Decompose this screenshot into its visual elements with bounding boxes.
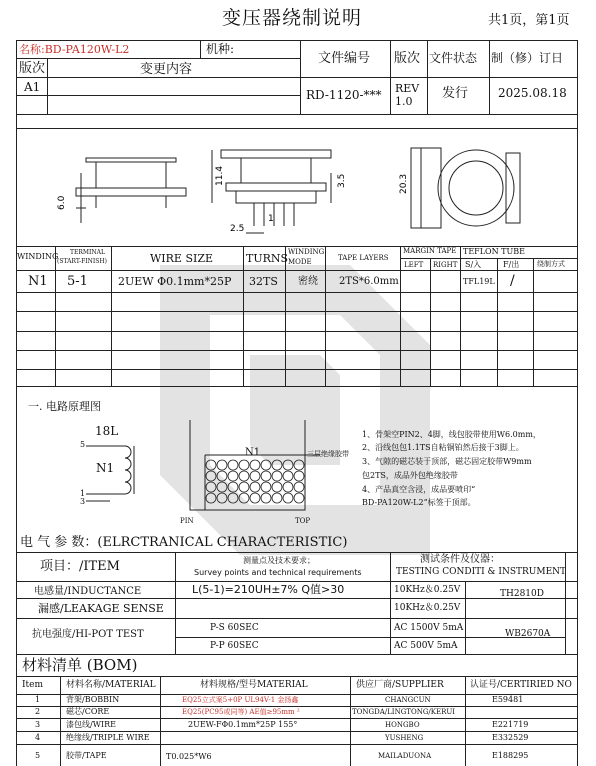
col-f-out: F/出	[503, 260, 520, 269]
bom-supplier-2: TONGDA/LINGTONG/KERUI	[352, 708, 456, 716]
machine-label: 机种:	[206, 42, 235, 56]
status-header: 文件状态	[429, 51, 478, 65]
bom-cert-3: E221719	[492, 720, 529, 729]
row-teflon-s: TFL19L	[463, 277, 495, 286]
insulation-label: 三层绝缘胶带	[307, 450, 349, 458]
elec-spec-0: L(5-1)=210UH±7% Q值>30	[192, 583, 345, 596]
bom-spec-1: EQ25立式案5+0P UL94V-1 金扬鑫	[182, 696, 299, 704]
elec-cond-1: 10KHz＆0.25V	[394, 603, 461, 613]
bom-item-3: 3	[35, 720, 41, 729]
col-teflon-tube: TEFLON TUBE	[463, 247, 525, 256]
note-1: 1、骨架空PIN2、4脚，线包胶带使用W6.0mm，	[362, 430, 541, 439]
bom-cert-5: E188295	[492, 751, 529, 760]
col-winding-mode-2: MODE	[288, 258, 312, 266]
bom-spec-2: EQ25(PC95或同等) AE值≥95mm ²	[182, 708, 300, 716]
status-value: 发行	[442, 86, 469, 101]
elec-points-header-en: Survey points and technical requirements	[194, 568, 362, 577]
bom-name-4: 绝缘线/TRIPLE WIRE	[66, 733, 150, 742]
bobbin-drawing	[16, 128, 578, 246]
schematic	[70, 420, 390, 535]
dim-2-5: 2.5	[230, 224, 245, 234]
bobbin-n1: N1	[245, 447, 261, 458]
elec-points-header: 测量点及技术要求；	[243, 556, 315, 565]
row-teflon-f: /	[510, 273, 515, 289]
dim-1: 1	[268, 214, 274, 224]
row-turns: 32TS	[249, 275, 278, 288]
elec-item-2: 抗电强度/HI-POT TEST	[32, 629, 144, 640]
elec-cond-0: 10KHz＆0.25V	[394, 585, 461, 595]
row-wire: 2UEW Φ0.1mm*25P	[118, 275, 232, 288]
col-method: 绕制方式	[537, 260, 565, 268]
elec-cond-3: AC 500V 5mA	[394, 641, 458, 651]
col-terminal: TERMINAL	[70, 249, 105, 256]
bom-name-3: 漆包线/WIRE	[66, 720, 116, 729]
note-3: 3、气隙的磁芯装于顶部，磁芯固定胶带W9mm	[362, 457, 532, 466]
col-tape-layers: TAPE LAYERS	[338, 254, 389, 262]
dim-6: 6.0	[57, 195, 67, 210]
row-mode: 密绕	[298, 276, 318, 287]
product-name: 名称:BD-PA120W-L2	[19, 43, 130, 56]
bom-spec-5: T0.025*W6	[166, 752, 212, 761]
top-side-label: TOP	[295, 517, 311, 525]
document-title: 变压器绕制说明	[222, 7, 363, 29]
elec-cond-2: AC 1500V 5mA	[394, 623, 464, 633]
elec-item-0: 电感量/INDUCTANCE	[34, 586, 142, 597]
bom-cert-4: E332529	[492, 733, 529, 742]
elec-item-header: 项目：/ITEM	[40, 559, 120, 574]
elec-cond-header-en: TESTING CONDITI & INSTRUMENT	[396, 567, 567, 577]
change-header: 变更内容	[140, 62, 193, 77]
bom-item-2: 2	[35, 707, 41, 716]
elec-item-1: 漏感/LEAKAGE SENSE	[38, 602, 164, 615]
bom-name-1: 背架/BOBBIN	[66, 695, 120, 704]
version-header: 版次	[19, 61, 46, 76]
circuit-title: 一. 电路原理图	[28, 400, 101, 413]
elec-inst-2: WB2670A	[505, 629, 551, 639]
rev-value: REV 1.0	[395, 82, 420, 109]
bom-supplier-3: HONGBO	[385, 721, 420, 729]
bom-col-cert: 认证号/CERTIRIED NO	[470, 680, 572, 690]
pin-side-label: PIN	[180, 517, 194, 525]
dim-11-4: 11.4	[215, 165, 225, 186]
col-winding-mode-1: WINDING	[288, 248, 325, 256]
col-winding: WINDING	[17, 252, 59, 261]
col-s-in: S/入	[465, 260, 482, 269]
bom-col-item: Item	[22, 680, 44, 690]
col-terminal-sub: (START-FINISH)	[57, 258, 107, 265]
note-5: 4、产品真空含浸，成品要喷印“	[362, 485, 476, 494]
bom-item-1: 1	[35, 695, 41, 704]
electrical-title: 电 气 参 数：(ELRCTRANICAL CHARACTERISTIC)	[20, 535, 348, 550]
rev-header: 版次	[394, 51, 421, 66]
docno-value: RD-1120-***	[306, 88, 382, 102]
elec-spec-3: P-P 60SEC	[210, 641, 259, 651]
bom-supplier-1: CHANGCUN	[385, 696, 431, 704]
note-6: BD-PA120W-L2”标签于顶部。	[362, 498, 476, 507]
bom-supplier-4: YUSHENG	[385, 734, 424, 742]
bom-item-5: 5	[35, 751, 41, 760]
bom-cert-1: E59481	[492, 695, 524, 704]
note-4: 包2TS，成品外包绝缘胶带	[362, 471, 458, 480]
docno-header: 文件编号	[318, 51, 371, 66]
bom-name-2: 磁芯/CORE	[66, 707, 110, 716]
bom-col-name: 材料名称/MATERIAL	[66, 680, 156, 690]
row-terminal: 5-1	[67, 274, 88, 289]
date-header: 制（修）订日	[491, 51, 564, 65]
note-2: 2、沿线包包1.1TS自粘铜铂然后接于3脚上。	[362, 443, 524, 452]
elec-spec-2: P-S 60SEC	[210, 623, 259, 633]
coil-n1: N1	[96, 461, 115, 475]
bom-title: 材料清单 (BOM)	[22, 656, 138, 674]
dim-3-5: 3.5	[337, 173, 347, 188]
bom-name-5: 胶带/TAPE	[66, 751, 107, 760]
row-tape: 2TS*6.0mm	[339, 276, 399, 287]
version-value: A1	[24, 80, 41, 94]
row-winding: N1	[28, 274, 48, 289]
col-wire-size: WIRE SIZE	[150, 252, 214, 265]
dim-20-3: 20.3	[399, 173, 409, 194]
pin-1: 1	[80, 489, 86, 498]
bom-col-spec: 材料规格/型号MATERIAL	[200, 680, 308, 690]
col-right: RIGHT	[433, 261, 458, 269]
pin-5: 5	[80, 440, 86, 449]
elec-inst-0: TH2810D	[500, 589, 544, 599]
bom-supplier-5: MAILADUONA	[378, 752, 432, 760]
col-margin-tape: MARGIN TAPE	[403, 247, 457, 255]
pin-3: 3	[80, 497, 86, 506]
date-value: 2025.08.18	[498, 86, 567, 100]
coil-label: 18L	[95, 424, 119, 438]
page-count: 共1页，第1页	[488, 13, 570, 28]
bom-item-4: 4	[35, 733, 41, 742]
col-turns: TURNS	[246, 252, 289, 265]
bom-spec-3: 2UEW-FΦ0.1mm*25P 155°	[188, 720, 298, 729]
bom-col-supplier: 供应厂商/SUPPLIER	[356, 680, 444, 690]
col-left: LEFT	[404, 261, 424, 269]
elec-cond-header: 测试条件及仪器：	[420, 554, 500, 565]
